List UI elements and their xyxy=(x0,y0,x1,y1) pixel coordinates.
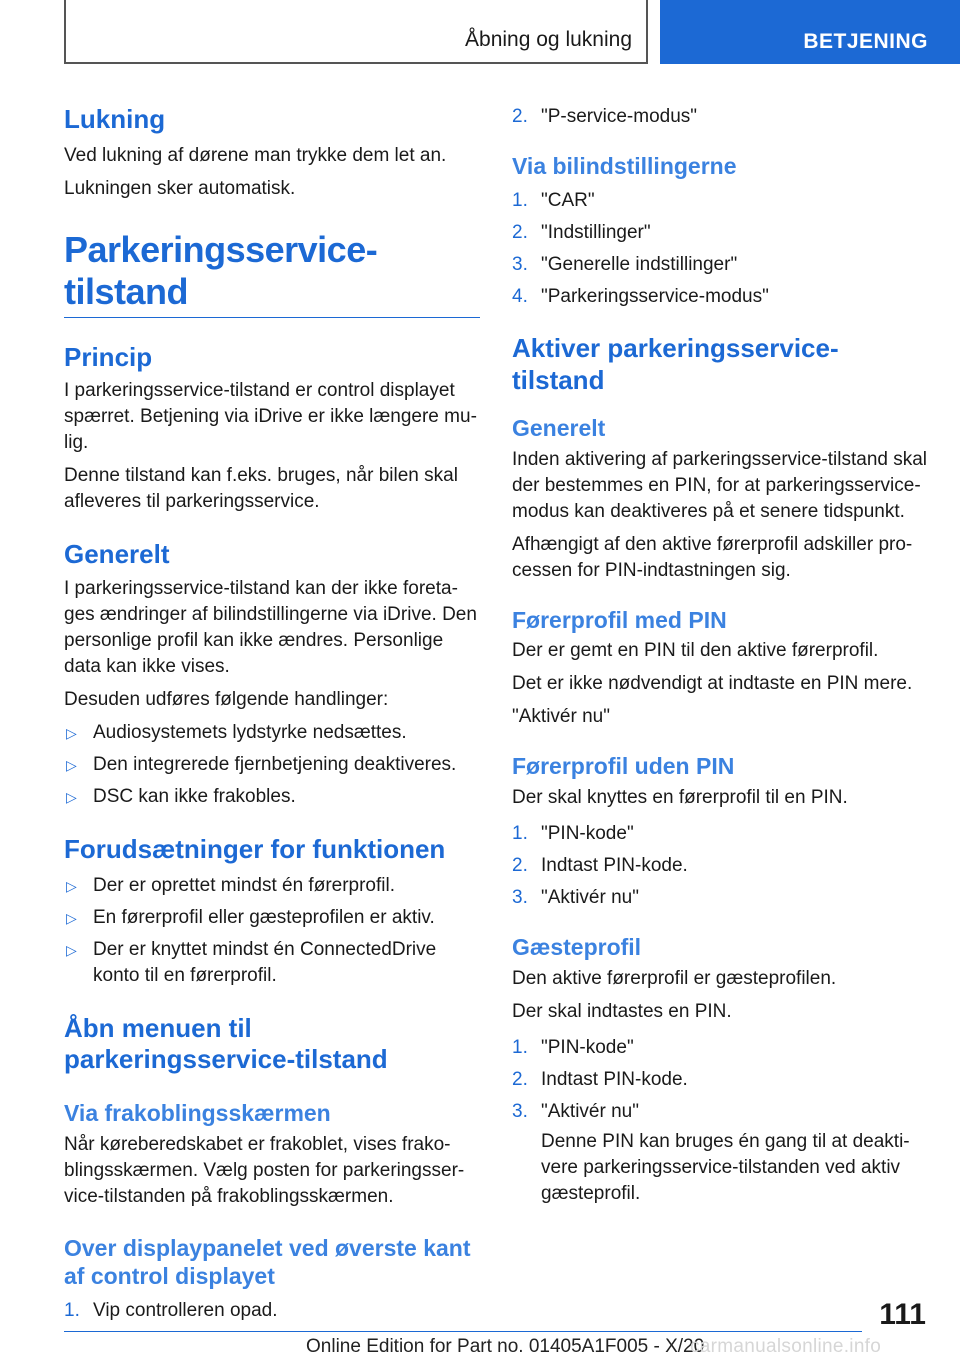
step-item xyxy=(512,1035,928,1061)
list-item-text: Audiosystemets lydstyrke nedsættes. xyxy=(93,721,407,743)
step-number: 2. xyxy=(512,855,528,876)
step-text: Indtast PIN-kode. xyxy=(541,1068,688,1090)
triangle-bullet-icon: ▷ xyxy=(66,756,77,773)
gaesteprofil-note: Denne PIN kan bruges én gang til at deaktivere parkeringsservice-tilstanden ved aktiv gæsteprofil. xyxy=(541,1130,910,1204)
step-number: 1. xyxy=(64,1300,80,1321)
gaesteprofil-paragraph-1: Den aktive førerprofil er gæsteprofilen. xyxy=(512,967,837,989)
continued-steps-list xyxy=(512,104,928,130)
main-heading: Parkeringsservice-tilstand xyxy=(64,229,480,318)
chapter-tab[interactable] xyxy=(660,0,960,64)
step-number: 1. xyxy=(512,1036,528,1058)
generelt-paragraph-2: Afhængigt af den aktive førerprofil adskiller processen for PIN-indtastningen sig. xyxy=(512,533,913,581)
princip-paragraph-1: I parkeringsservice-tilstand er control displayet spærret. Betjening via iDrive er ikke længere mulig. xyxy=(64,380,477,454)
step-text: "Aktivér nu" xyxy=(541,887,639,908)
aabn-menuen-heading: Åbn menuen til parkeringsservice-tilstand xyxy=(64,1012,388,1074)
step-text: "Parkeringsservice-modus" xyxy=(541,285,769,307)
list-item-text: Den integrerede fjernbetjening deaktiveres. xyxy=(93,753,457,775)
step-number: 3. xyxy=(512,887,528,908)
gaesteprofil-heading: Gæsteprofil xyxy=(512,934,642,960)
over-steps-list xyxy=(64,1298,480,1324)
med-pin-paragraph-2: Det er ikke nødvendigt at indtaste en PIN mere. xyxy=(512,673,913,695)
list-item xyxy=(64,937,480,989)
list-item-text: DSC kan ikke frakobles. xyxy=(93,785,296,807)
right-column xyxy=(512,100,928,1207)
generelt-heading: Generelt xyxy=(64,539,170,570)
step-number: 1. xyxy=(512,823,528,844)
list-item-text: Der er knyttet mindst én ConnectedDrive konto til en førerprofil. xyxy=(93,938,437,986)
list-item xyxy=(64,905,480,931)
aktiver-heading: Aktiver parkeringsservice-tilstand xyxy=(512,332,839,395)
list-item-text: Der er oprettet mindst én førerprofil. xyxy=(93,874,395,896)
left-column xyxy=(64,100,480,1324)
header-section-box xyxy=(64,0,648,64)
gaesteprofil-paragraph-2: Der skal indtastes en PIN. xyxy=(512,1000,732,1022)
step-text: "CAR" xyxy=(541,189,595,211)
triangle-bullet-icon: ▷ xyxy=(66,788,77,805)
foererprofil-uden-pin-heading: Førerprofil uden PIN xyxy=(512,753,735,780)
lukning-heading: Lukning xyxy=(64,104,166,134)
step-text: "PIN-kode" xyxy=(541,1036,634,1058)
triangle-bullet-icon: ▷ xyxy=(66,724,77,741)
princip-heading: Princip xyxy=(64,342,153,373)
step-item xyxy=(512,821,928,847)
via-frakoblingsskaermen-heading: Via frakoblingsskærmen xyxy=(64,1099,331,1126)
step-number: 3. xyxy=(512,253,528,275)
generelt-heading: Generelt xyxy=(512,414,606,441)
forudsaetninger-heading: Forudsætninger for funktionen xyxy=(64,833,446,864)
step-item xyxy=(512,1099,928,1125)
chapter-tab-label: BETJENING xyxy=(803,30,928,53)
footer-divider xyxy=(64,1331,862,1332)
step-item xyxy=(64,1298,480,1324)
step-number: 2. xyxy=(512,221,528,243)
list-item xyxy=(64,720,480,746)
step-number: 4. xyxy=(512,285,528,307)
step-item xyxy=(512,188,928,214)
via-bilindstillingerne-steps xyxy=(512,188,928,310)
step-item xyxy=(512,252,928,278)
generelt-bullet-list xyxy=(64,720,480,810)
list-item-text: En førerprofil eller gæsteprofilen er aktiv. xyxy=(93,906,435,928)
gaesteprofil-steps xyxy=(512,1035,928,1125)
step-number: 3. xyxy=(512,1100,528,1122)
step-item xyxy=(512,220,928,246)
list-item xyxy=(64,784,480,810)
section-title: Åbning og lukning xyxy=(465,28,632,51)
med-pin-paragraph-1: Der er gemt en PIN til den aktive førerprofil. xyxy=(512,640,879,662)
generelt-paragraph-1: Inden aktivering af parkeringsservice-tilstand skal der bestemmes en PIN, for at parkeringsservice-modus kan deaktiveres på et senere tidspunkt. xyxy=(512,448,928,522)
page-number: 111 xyxy=(879,1298,926,1331)
over-displaypanelet-heading: Over displaypanelet ved øverste kant af control displayet xyxy=(64,1234,471,1290)
step-item xyxy=(512,104,928,130)
lukning-paragraph-1: Ved lukning af dørene man trykke dem let an. xyxy=(64,145,447,167)
lukning-paragraph-2: Lukningen sker automatisk. xyxy=(64,178,296,200)
step-item xyxy=(512,885,928,911)
step-text: "Aktivér nu" xyxy=(541,1100,639,1122)
triangle-bullet-icon: ▷ xyxy=(66,877,77,894)
step-text: "Indstillinger" xyxy=(541,221,651,243)
step-number: 2. xyxy=(512,106,528,127)
step-item xyxy=(512,284,928,310)
step-text: "P-service-modus" xyxy=(541,106,698,127)
step-number: 2. xyxy=(512,1068,528,1090)
generelt-paragraph-2: Desuden udføres følgende handlinger: xyxy=(64,688,389,710)
step-item xyxy=(512,853,928,879)
step-number: 1. xyxy=(512,189,528,211)
forudsaetninger-bullet-list xyxy=(64,873,480,989)
triangle-bullet-icon: ▷ xyxy=(66,909,77,926)
med-pin-paragraph-3: "Aktivér nu" xyxy=(512,706,610,728)
uden-pin-steps xyxy=(512,821,928,911)
step-text: Indtast PIN-kode. xyxy=(541,855,688,876)
via-frakoblingsskaermen-paragraph: Når køreberedskabet er frakoblet, vises frakoblingsskærmen. Vælg posten for parkeringsservice-tilstanden på frakoblingsskærmen. xyxy=(64,1133,465,1207)
princip-paragraph-2: Denne tilstand kan f.eks. bruges, når bilen skal afleveres til parkeringsservice. xyxy=(64,465,458,513)
step-text: "Generelle indstillinger" xyxy=(541,253,738,275)
step-text: Vip controlleren opad. xyxy=(93,1300,278,1321)
generelt-paragraph-1: I parkeringsservice-tilstand kan der ikke foretages ændringer af bilindstillingerne via iDrive. Den personlige profil kan ikke ændres. Personlige data kan ikke vises. xyxy=(64,577,477,677)
edition-text: Online Edition for Part no. 01405A1F005 - X/20 xyxy=(306,1336,705,1357)
uden-pin-paragraph: Der skal knyttes en førerprofil til en PIN. xyxy=(512,787,848,808)
via-bilindstillingerne-heading: Via bilindstillingerne xyxy=(512,153,737,179)
watermark: carmanualsonline.info xyxy=(690,1336,882,1357)
step-item xyxy=(512,1067,928,1093)
step-text: "PIN-kode" xyxy=(541,823,634,844)
foererprofil-med-pin-heading: Førerprofil med PIN xyxy=(512,606,727,633)
list-item xyxy=(64,873,480,899)
list-item xyxy=(64,752,480,778)
triangle-bullet-icon: ▷ xyxy=(66,941,77,958)
